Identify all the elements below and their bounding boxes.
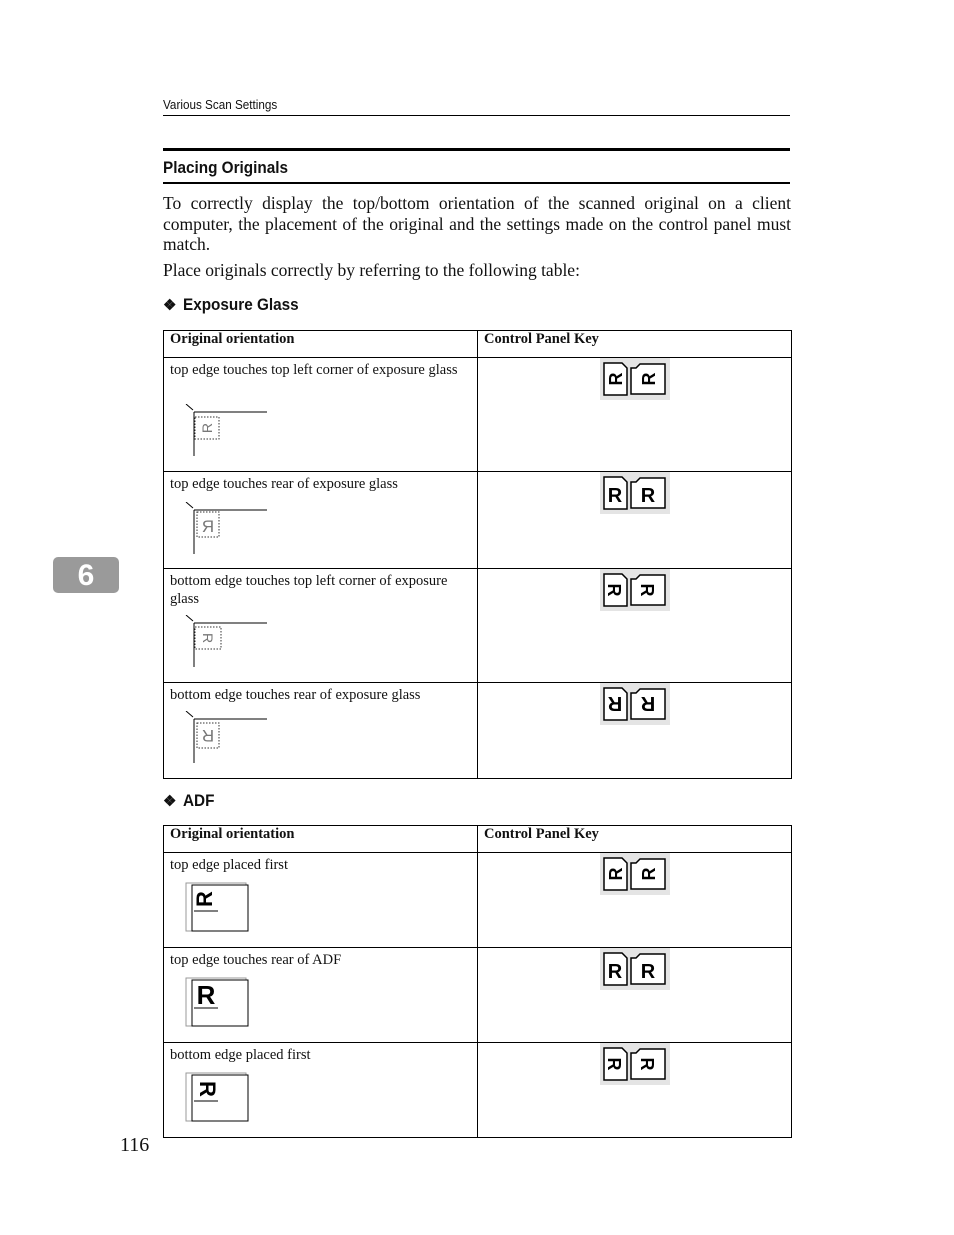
svg-text:R: R (192, 891, 217, 907)
column-header-key: Control Panel Key (478, 826, 792, 853)
exposure-glass-bottom-rear-diagram (182, 711, 272, 765)
key-cell (478, 472, 792, 569)
adf-top-first-diagram (182, 881, 262, 937)
r-rotated-left-key-icon (600, 853, 670, 895)
svg-text:R: R (607, 485, 622, 507)
svg-text:R: R (640, 961, 655, 983)
svg-text:R: R (636, 1057, 657, 1071)
table-row (164, 853, 792, 948)
diamond-bullet-icon: ❖ (163, 793, 177, 810)
r-rotated-right-key-icon (600, 569, 670, 611)
adf-heading (163, 791, 218, 811)
r-upright-key-icon (600, 472, 670, 514)
table-header-row (164, 826, 792, 853)
orientation-text: top edge touches rear of ADF (170, 952, 342, 968)
svg-text:R: R (640, 485, 655, 507)
instruction-paragraph: Place originals correctly by referring to the following table: (163, 260, 580, 280)
running-header-title: Various Scan Settings (163, 97, 278, 112)
table-row (164, 569, 792, 683)
page-number: 116 (120, 1134, 150, 1156)
orientation-cell (164, 358, 478, 472)
orientation-text: bottom edge placed first (170, 1047, 311, 1063)
svg-text:R: R (603, 1057, 624, 1071)
orientation-text: top edge touches top left corner of exposure glass (170, 362, 458, 378)
svg-text:R: R (201, 726, 215, 745)
svg-text:R: R (638, 867, 659, 881)
table-row (164, 472, 792, 569)
key-cell (478, 683, 792, 779)
svg-text:R: R (638, 372, 659, 386)
table-row (164, 1043, 792, 1138)
key-cell (478, 948, 792, 1043)
svg-text:R: R (607, 961, 622, 983)
adf-bottom-first-diagram (182, 1071, 262, 1127)
r-rotated-left-key-icon (600, 358, 670, 400)
orientation-cell (164, 948, 478, 1043)
orientation-cell (164, 683, 478, 779)
orientation-text: bottom edge touches top left corner of exposure glass (170, 573, 448, 607)
exposure-glass-heading (163, 295, 312, 315)
table-row (164, 948, 792, 1043)
key-cell (478, 569, 792, 683)
exposure-glass-rear-diagram (182, 502, 272, 556)
svg-text:R: R (199, 422, 215, 434)
diamond-bullet-icon: ❖ (163, 297, 177, 314)
r-rotated-right-key-icon (600, 1043, 670, 1085)
orientation-cell (164, 569, 478, 683)
svg-text:R: R (603, 583, 624, 597)
section-heading (163, 148, 790, 184)
orientation-cell (164, 853, 478, 948)
svg-text:R: R (201, 517, 215, 536)
exposure-glass-table (163, 330, 792, 779)
orientation-cell (164, 472, 478, 569)
svg-text:R: R (605, 867, 626, 881)
exposure-glass-heading-text: Exposure Glass (183, 295, 299, 314)
section-title: Placing Originals (163, 158, 288, 177)
adf-top-rear-diagram (182, 976, 262, 1032)
svg-text:R: R (640, 692, 655, 714)
chapter-tab: 6 (53, 557, 119, 593)
svg-text:R: R (605, 372, 626, 386)
svg-text:R: R (607, 692, 622, 714)
adf-table (163, 825, 792, 1138)
intro-paragraph: To correctly display the top/bottom orientation of the scanned original on a client computer, the placement of the original and the settings made on the control panel must match. (163, 193, 791, 254)
running-header (163, 96, 790, 116)
key-cell (478, 1043, 792, 1138)
exposure-glass-bottom-left-diagram (182, 615, 272, 669)
table-header-row (164, 331, 792, 358)
orientation-text: bottom edge touches rear of exposure glass (170, 687, 421, 703)
adf-heading-text: ADF (183, 791, 215, 810)
r-upside-down-key-icon (600, 683, 670, 725)
svg-text:R: R (195, 1081, 220, 1097)
column-header-orientation: Original orientation (164, 331, 478, 358)
orientation-cell (164, 1043, 478, 1138)
column-header-orientation: Original orientation (164, 826, 478, 853)
orientation-text: top edge touches rear of exposure glass (170, 476, 398, 492)
svg-text:R: R (196, 980, 216, 1010)
key-cell (478, 853, 792, 948)
exposure-glass-top-left-diagram (182, 404, 272, 458)
r-upright-key-icon (600, 948, 670, 990)
svg-text:R: R (200, 632, 216, 644)
column-header-key: Control Panel Key (478, 331, 792, 358)
key-cell (478, 358, 792, 472)
orientation-text: top edge placed first (170, 857, 288, 873)
table-row (164, 683, 792, 779)
table-row (164, 358, 792, 472)
svg-text:R: R (636, 583, 657, 597)
